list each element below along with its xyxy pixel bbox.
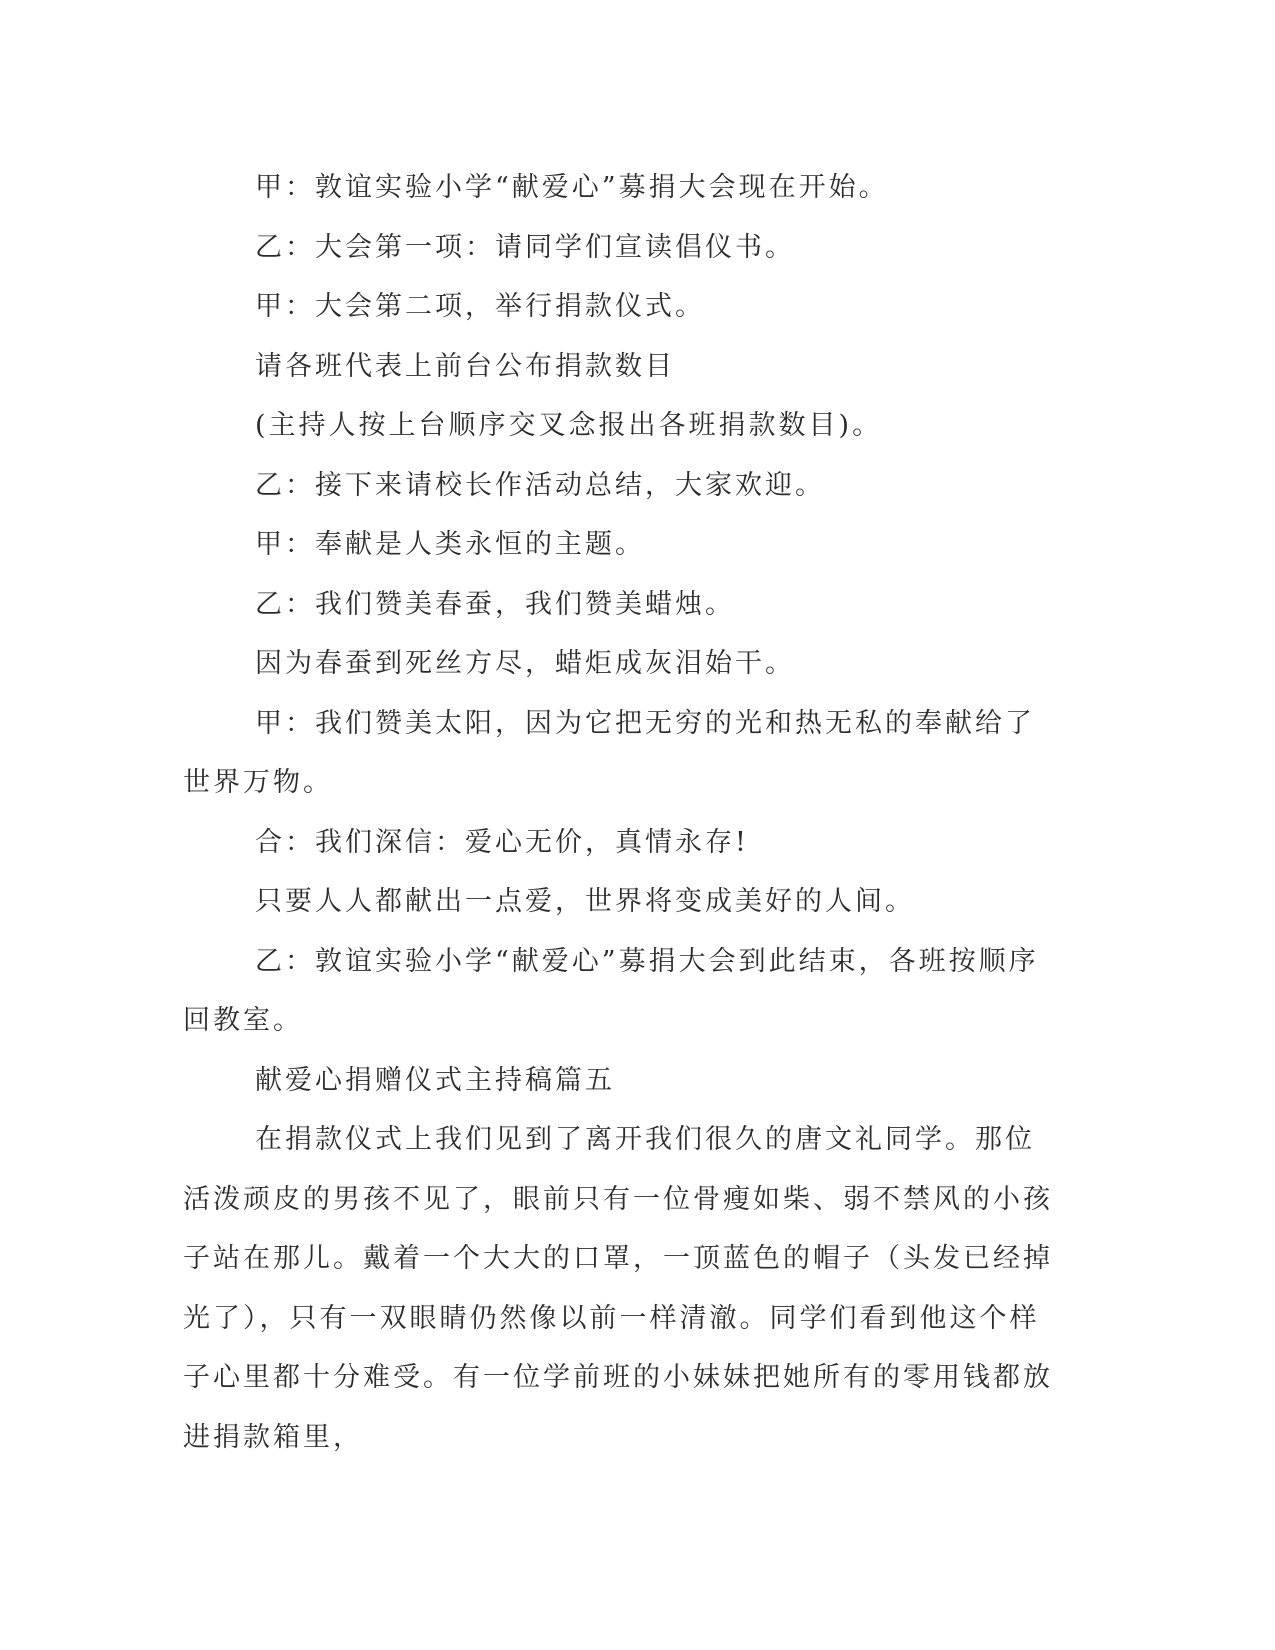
paragraph: 在捐款仪式上我们见到了离开我们很久的唐文礼同学。那位活泼顽皮的男孩不见了，眼前只有一位骨瘦如柴、弱不禁风的小孩子站在那儿。戴着一个大大的口罩，一顶蓝色的帽子（头发已经掉光了），只有一双眼睛仍然像以前一样清澈。同学们看到他这个样子心里都十分难受。有一位学前班的小妹妹把她所有的零用钱都放进捐款箱里， — [183, 1124, 1053, 1453]
document-body — [183, 158, 1063, 1467]
paragraph: 乙：接下来请校长作活动总结，大家欢迎。 — [255, 469, 825, 501]
paragraph: 乙：敦谊实验小学“献爱心”募捐大会到此结束，各班按顺序回教室。 — [183, 945, 1039, 1036]
paragraph: 甲：敦谊实验小学“献爱心”募捐大会现在开始。 — [255, 172, 889, 203]
paragraph: 乙：大会第一项：请同学们宣读倡仪书。 — [255, 231, 795, 263]
paragraph: 甲：我们赞美太阳，因为它把无穷的光和热无私的奉献给了世界万物。 — [183, 707, 1035, 798]
paragraph: 请各班代表上前台公布捐款数目 — [255, 350, 675, 382]
paragraph: 合：我们深信：爱心无价，真情永存! — [255, 826, 749, 858]
paragraph: 甲：奉献是人类永恒的主题。 — [255, 529, 645, 560]
paragraph: (主持人按上台顺序交叉念报出各班捐款数目)。 — [255, 410, 883, 441]
paragraph: 乙：我们赞美春蚕，我们赞美蜡烛。 — [255, 588, 735, 620]
paragraph: 甲：大会第二项，举行捐款仪式。 — [255, 291, 705, 322]
paragraph: 只要人人都献出一点爱，世界将变成美好的人间。 — [255, 886, 915, 917]
section-heading: 献爱心捐赠仪式主持稿篇五 — [255, 1064, 615, 1096]
paragraph: 因为春蚕到死丝方尽，蜡炬成灰泪始干。 — [255, 648, 795, 679]
